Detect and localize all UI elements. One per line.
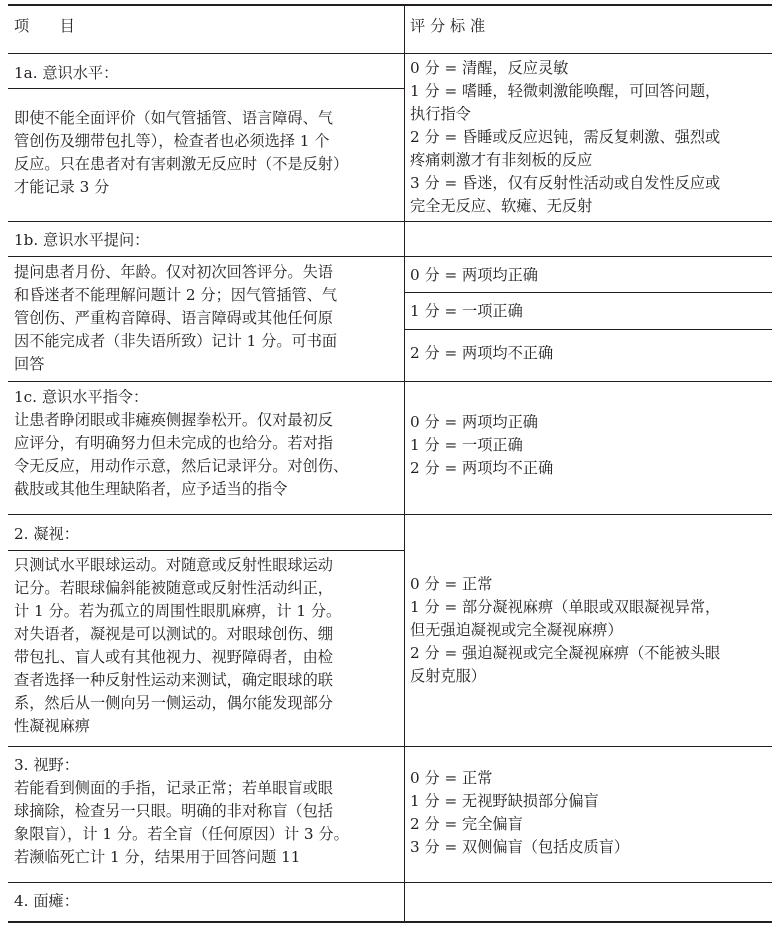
header-criteria: 评 分 标 准	[410, 17, 486, 35]
row-2-title: 2. 凝视：	[14, 525, 79, 543]
row-1a-subrule	[8, 88, 404, 89]
row-1a-bottom-rule	[8, 221, 772, 222]
row-2-scores: 0 分 = 正常 1 分 = 部分凝视麻痹（单眼或双眼凝视异常， 但无强迫凝视或完全凝视麻痹） 2 分 = 强迫凝视或完全凝视麻痹（不能被头眼 反射克服）	[410, 575, 721, 685]
row-1b-score-rule-1	[404, 292, 772, 293]
row-1a-title: 1a. 意识水平：	[14, 64, 119, 82]
row-1c-scores: 0 分 = 两项均正确 1 分 = 一项正确 2 分 = 两项均不正确	[410, 413, 554, 477]
row-1b-score-rule-2	[404, 329, 772, 330]
row-1b-title: 1b. 意识水平提问：	[14, 231, 150, 249]
row-2-bottom-rule	[8, 746, 772, 747]
row-1b-desc: 提问患者月份、年龄。仅对初次回答评分。失语 和昏迷者不能理解问题计 2 分；因气管插管、气 管创伤、严重构音障碍、语言障碍或其他任何原 因不能完成者（非失语所致）记计 1 分。可书面 回答	[14, 263, 338, 373]
row-3-scores: 0 分 = 正常 1 分 = 无视野缺损部分偏盲 2 分 = 完全偏盲 3 分 = 双侧偏盲（包括皮质盲）	[410, 769, 630, 856]
row-1c-desc: 1c. 意识水平指令： 让患者睁闭眼或非瘫痪侧握拳松开。仅对最初反 应评分，有明确努力但未完成的也给分。若对指 令无反应，用动作示意，然后记录评分。对创伤、 截肢或其他生理缺陷者，应予适当的指令	[14, 388, 349, 498]
row-2-subrule	[8, 550, 404, 551]
row-2-desc: 只测试水平眼球运动。对随意或反射性眼球运动 记分。若眼球偏斜能被随意或反射性活动纠正， 计 1 分。若为孤立的周围性眼肌麻痹，计 1 分。 对失语者，凝视是可以测试的。对眼球创伤、绷 带包扎、盲人或有其他视力、视野障碍者，由检 查者选择一种反射性运动来测试，确定眼球的联 系，然后从一侧向另一侧运动，偶尔能发现部分 性凝视麻痹	[14, 556, 342, 735]
row-1b-subrule	[8, 256, 772, 257]
header-bottom-rule	[8, 53, 772, 54]
row-1a-desc: 即使不能全面评价（如气管插管、语言障碍、气 管创伤及绷带包扎等），检查者也必须选择 1 个 反应。只在患者对有害刺激无反应时（不是反射） 才能记录 3 分	[14, 109, 349, 196]
row-1c-bottom-rule	[8, 514, 772, 515]
row-1b-score-2: 2 分 = 两项均不正确	[410, 344, 554, 362]
header-item: 项 目	[14, 17, 75, 35]
row-3-bottom-rule	[8, 882, 772, 883]
table-top-rule	[8, 4, 772, 6]
table-bottom-rule	[8, 921, 772, 923]
row-1b-score-1: 1 分 = 一项正确	[410, 302, 523, 320]
column-divider	[404, 5, 405, 922]
row-1a-scores: 0 分 = 清醒，反应灵敏 1 分 = 嗜睡，轻微刺激能唤醒，可回答问题， 执行指令 2 分 = 昏睡或反应迟钝，需反复刺激、强烈或 疼痛刺激才有非刻板的反应 3 分 = 昏迷，仅有反射性活动或自发性反应或 完全无反应、软瘫、无反射	[410, 59, 721, 215]
row-4-title: 4. 面瘫：	[14, 892, 79, 910]
row-1b-bottom-rule	[8, 381, 772, 382]
row-3-desc: 3. 视野： 若能看到侧面的手指，记录正常；若单眼盲或眼 球摘除，检查另一只眼。明确的非对称盲（包括 象限盲），计 1 分。若全盲（任何原因）计 3 分。 若濒临死亡计 1 分，结果用于回答问题 11	[14, 756, 349, 866]
row-1b-score-0: 0 分 = 两项均正确	[410, 266, 538, 284]
